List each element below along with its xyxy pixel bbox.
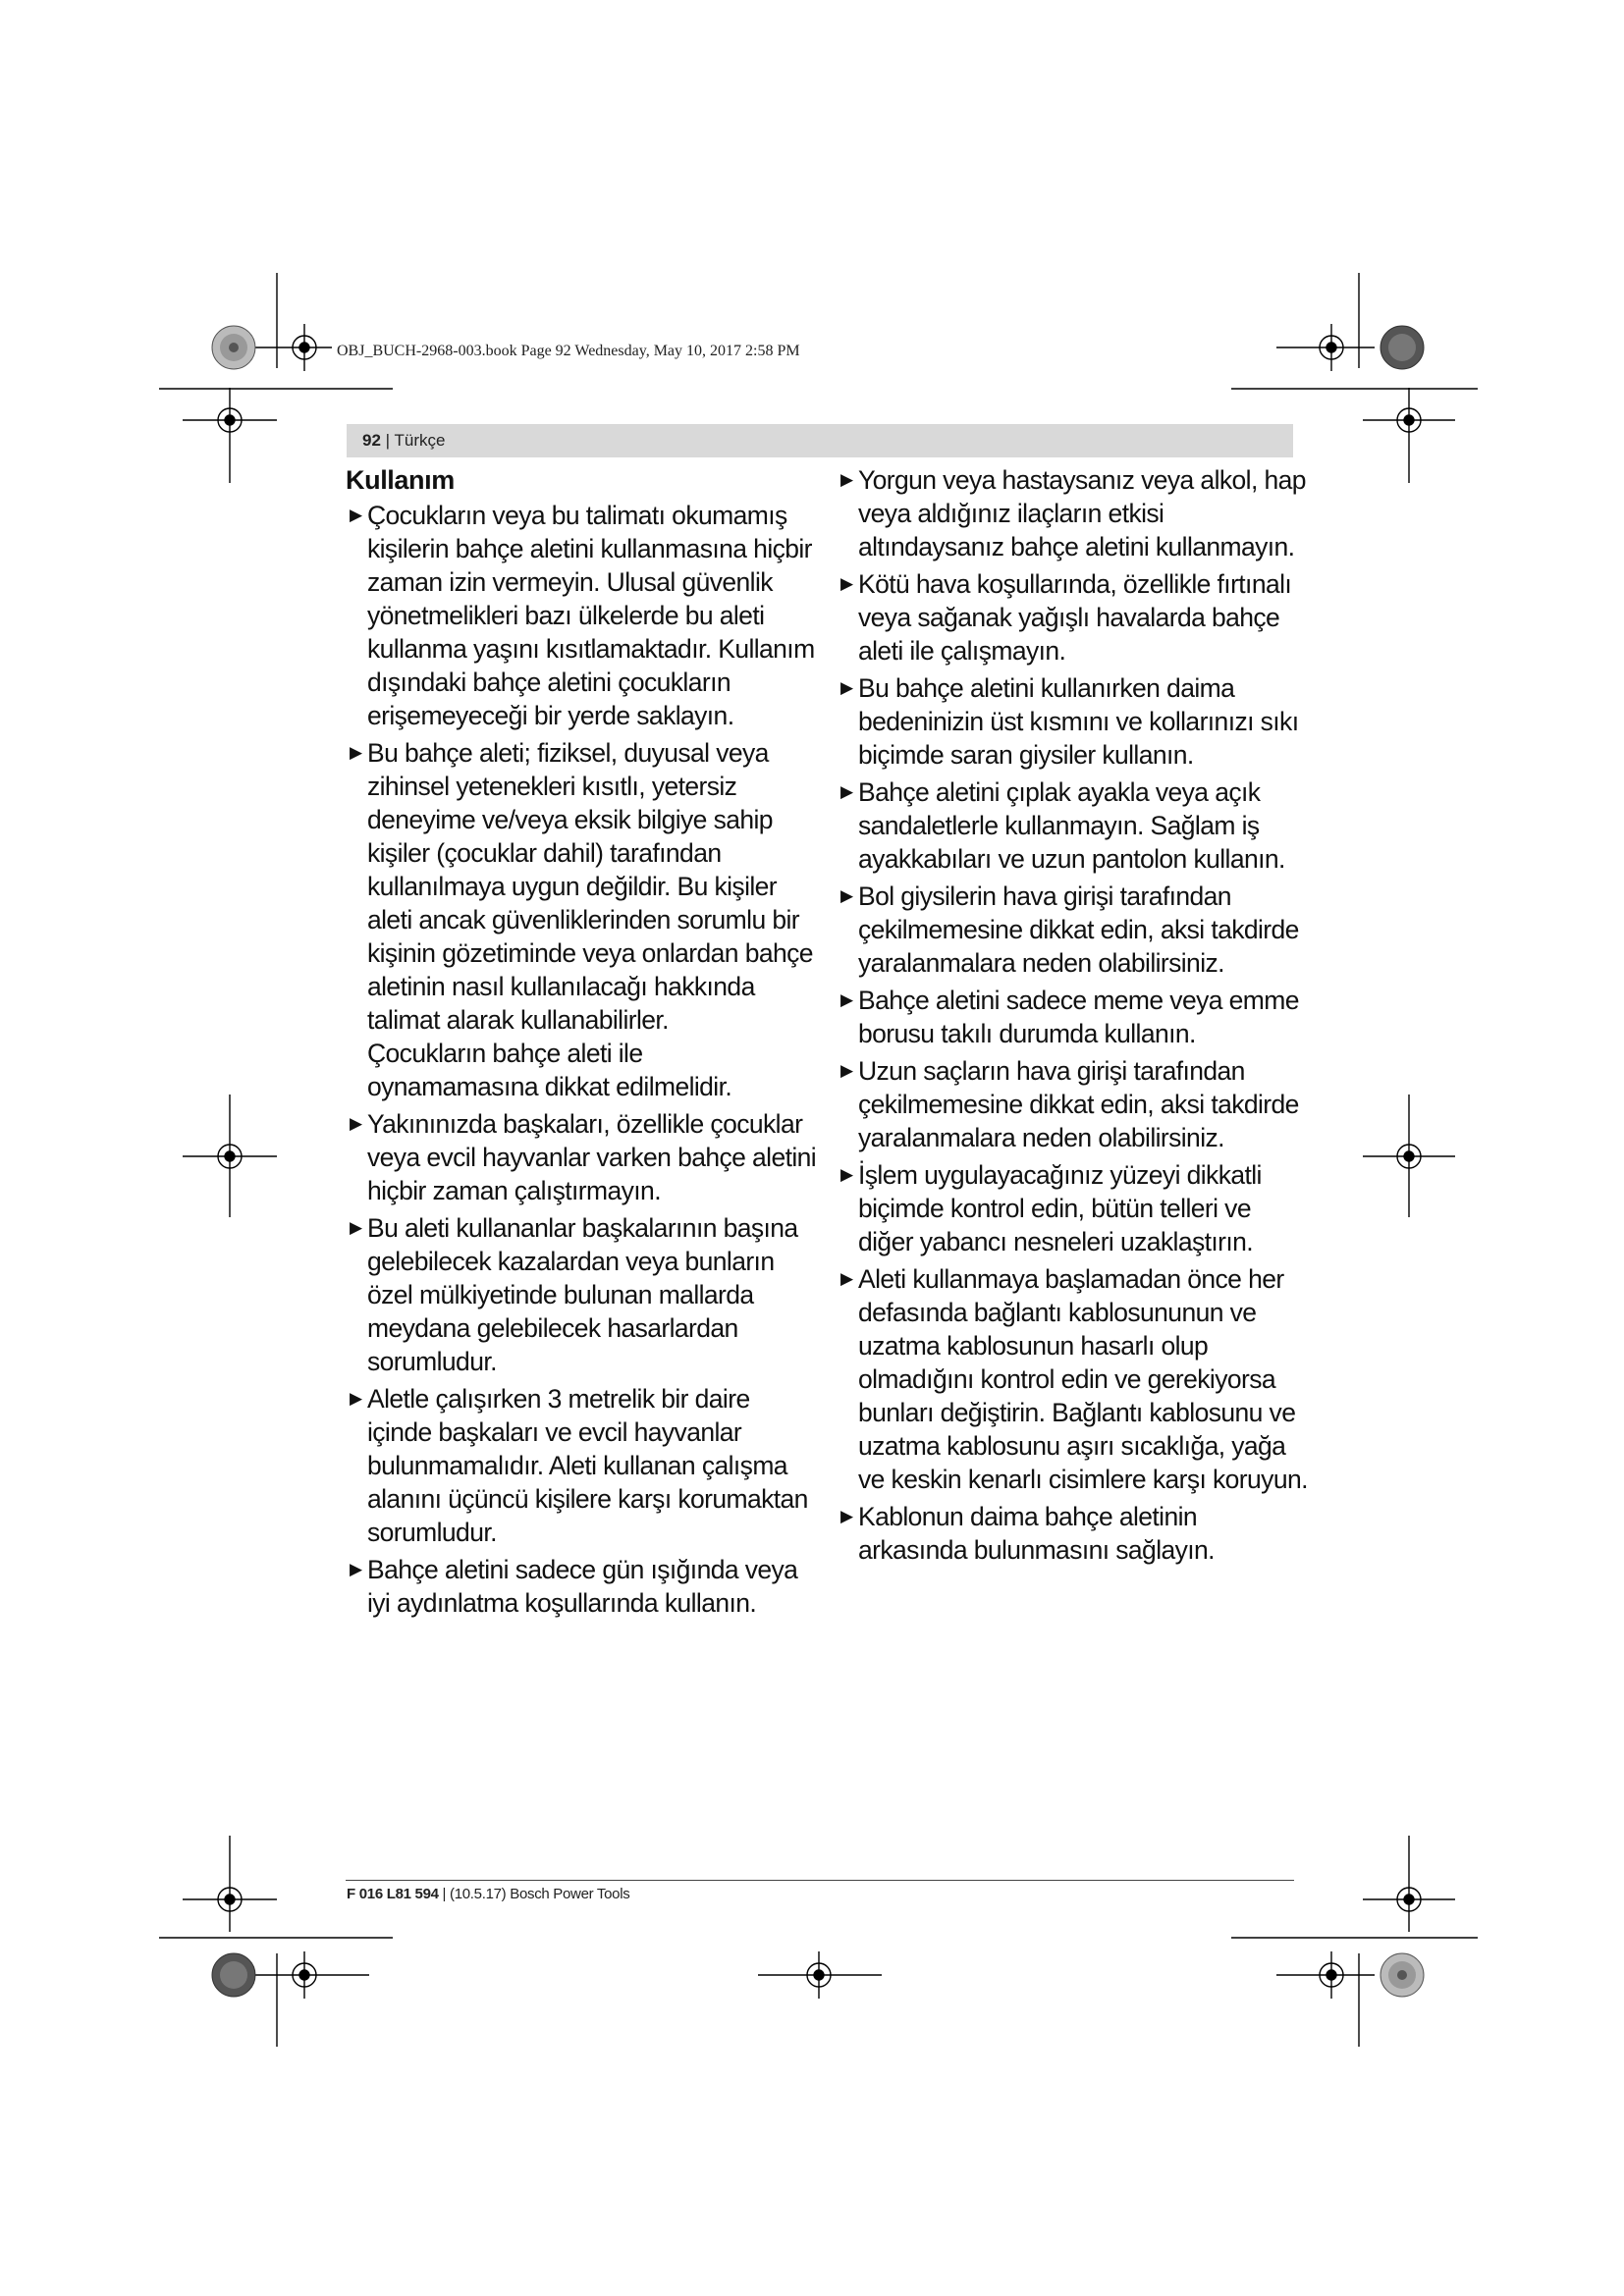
- list-item-text: Kablonun daima bahçe aletinin arkasında bulunmasını sağlayın.: [858, 1502, 1215, 1565]
- section-title: Kullanım: [346, 465, 455, 495]
- safety-list-left: [346, 499, 817, 1620]
- registration-mark: [159, 1836, 1478, 2047]
- list-item-text: Uzun saçların hava girişi tarafından çekilmemesine dikkat edin, aksi takdirde yaralanmalara neden olabilirsiniz.: [858, 1056, 1299, 1152]
- bullet-triangle-icon: ▶: [350, 1389, 362, 1408]
- footer: [347, 1886, 629, 1902]
- list-item-text: Aletle çalışırken 3 metrelik bir daire içinde başkaları ve evcil hayvanlar bulunmamalıdır. Aleti kullanan çalışma alanını üçüncü kişilere karşı korumaktan sorumludur.: [367, 1384, 808, 1547]
- right-column: [837, 463, 1308, 1571]
- bullet-triangle-icon: ▶: [840, 678, 853, 697]
- header-language: Türkçe: [394, 431, 446, 450]
- list-item: [346, 1553, 817, 1620]
- bullet-triangle-icon: ▶: [350, 1114, 362, 1133]
- list-item-text: Bu bahçe aleti; fiziksel, duyusal veya zihinsel yetenekleri kısıtlı, yetersiz deneyime ve/veya eksik bilgiye sahip kişiler (çocuklar dahil) tarafından kullanılmaya uygun değildir. Bu kişiler aleti ancak güvenliklerinden sorumlu bir kişinin gözetiminde veya onlardan bahçe aletinin nasıl kullanılacağı hakkında talimat alarak kullanabilirler.: [367, 738, 813, 1035]
- safety-list-right: [837, 463, 1308, 1567]
- list-item-text: Yakınınızda başkaları, özellikle çocuklar veya evcil hayvanlar varken bahçe aletini hiçbir zaman çalıştırmayın.: [367, 1109, 817, 1205]
- bullet-triangle-icon: ▶: [350, 506, 362, 524]
- list-item-text: İşlem uygulayacağınız yüzeyi dikkatli biçimde kontrol edin, bütün telleri ve diğer yabancı nesneleri uzaklaştırın.: [858, 1160, 1262, 1256]
- list-item: [346, 499, 817, 732]
- header-separator: |: [385, 431, 391, 450]
- footer-brand: Bosch Power Tools: [510, 1886, 630, 1902]
- bullet-triangle-icon: ▶: [840, 782, 853, 801]
- list-item-text: Çocukların veya bu talimatı okumamış kişilerin bahçe aletini kullanmasına hiçbir zaman izin vermeyin. Ulusal güvenlik yönetmelikleri bazı ülkelerde bu aleti kullanma yaşını kısıtlamaktadır. Kullanım dışındaki bahçe aletini çocukların erişemeyeceği bir yerde saklayın.: [367, 501, 815, 730]
- page-header: [347, 424, 1293, 457]
- bullet-triangle-icon: ▶: [840, 1507, 853, 1525]
- bullet-triangle-icon: ▶: [840, 990, 853, 1009]
- footer-rule: [346, 1880, 1294, 1881]
- bullet-triangle-icon: ▶: [840, 1165, 853, 1184]
- list-item-text: Bol giysilerin hava girişi tarafından çekilmemesine dikkat edin, aksi takdirde yaralanmalara neden olabilirsiniz.: [858, 881, 1299, 978]
- list-item-text: Bu bahçe aletini kullanırken daima bedeninizin üst kısmını ve kollarınızı sıkı biçimde saran giysiler kullanın.: [858, 673, 1299, 770]
- list-item: [837, 880, 1308, 980]
- list-item: [837, 1262, 1308, 1496]
- list-item-note: Çocukların bahçe aleti ile oynamamasına dikkat edilmelidir.: [367, 1039, 732, 1101]
- list-item: [837, 1054, 1308, 1154]
- list-item: [837, 463, 1308, 563]
- list-item: [837, 1158, 1308, 1258]
- left-column: [346, 463, 817, 1624]
- list-item-text: Bahçe aletini sadece meme veya emme borusu takılı durumda kullanın.: [858, 986, 1299, 1048]
- bullet-triangle-icon: ▶: [840, 1061, 853, 1080]
- footer-date: (10.5.17): [450, 1886, 507, 1902]
- list-item: [837, 567, 1308, 667]
- list-item: [346, 1382, 817, 1549]
- bullet-triangle-icon: ▶: [350, 1560, 362, 1578]
- list-item-text: Yorgun veya hastaysanız veya alkol, hap veya aldığınız ilaçların etkisi altındaysanız bahçe aletini kullanmayın.: [858, 465, 1306, 561]
- color-wheel-mark: [212, 326, 255, 369]
- file-slug: OBJ_BUCH-2968-003.book Page 92 Wednesday, May 10, 2017 2:58 PM: [337, 343, 800, 359]
- list-item: [837, 775, 1308, 876]
- bullet-triangle-icon: ▶: [350, 1218, 362, 1237]
- bullet-triangle-icon: ▶: [840, 574, 853, 593]
- page-number: 92: [362, 431, 381, 450]
- bullet-triangle-icon: ▶: [350, 743, 362, 762]
- list-item-text: Kötü hava koşullarında, özellikle fırtınalı veya sağanak yağışlı havalarda bahçe aleti ile çalışmayın.: [858, 569, 1292, 666]
- list-item: [837, 1500, 1308, 1567]
- bullet-triangle-icon: ▶: [840, 1269, 853, 1288]
- footer-code: F 016 L81 594: [347, 1886, 439, 1902]
- bullet-triangle-icon: ▶: [840, 470, 853, 489]
- list-item-text: Bahçe aletini sadece gün ışığında veya iyi aydınlatma koşullarında kullanın.: [367, 1555, 798, 1618]
- list-item: [837, 671, 1308, 772]
- list-item: [346, 1107, 817, 1207]
- bullet-triangle-icon: ▶: [840, 886, 853, 905]
- header-text: [362, 431, 445, 451]
- list-item: [837, 984, 1308, 1050]
- footer-separator: |: [442, 1886, 447, 1902]
- list-item-text: Bahçe aletini çıplak ayakla veya açık sandaletlerle kullanmayın. Sağlam iş ayakkabıları ve uzun pantolon kullanın.: [858, 777, 1285, 874]
- list-item: [346, 1211, 817, 1378]
- list-item: [346, 736, 817, 1103]
- list-item-text: Aleti kullanmaya başlamadan önce her defasında bağlantı kablosununun ve uzatma kablosunun hasarlı olup olmadığını kontrol edin ve gerekiyorsa bunları değiştirin. Bağlantı kablosunu ve uzatma kablosunu aşırı sıcaklığa, yağa ve keskin kenarlı cisimlere karşı koruyun.: [858, 1264, 1308, 1494]
- list-item-text: Bu aleti kullananlar başkalarının başına gelebilecek kazalardan veya bunların özel mülkiyetinde bulunan mallarda meydana gelebilecek hasarlardan sorumludur.: [367, 1213, 798, 1376]
- color-wheel-mark: [1380, 326, 1424, 369]
